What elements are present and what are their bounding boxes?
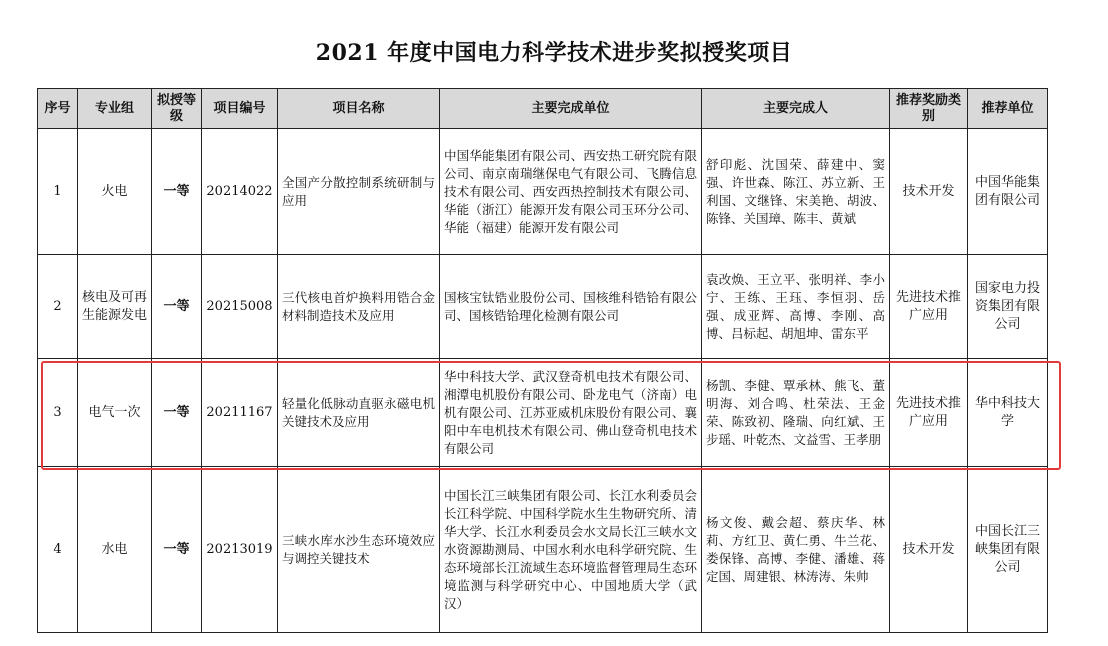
row-no: 3 (38, 359, 78, 467)
row-group: 火电 (78, 129, 152, 255)
header-row (38, 89, 1048, 129)
col-header-name: 项目名称 (278, 89, 440, 129)
row-name: 轻量化低脉动直驱永磁电机关键技术及应用 (278, 359, 440, 467)
col-header-recommender: 推荐单位 (968, 89, 1048, 129)
row-people: 杨凯、李健、覃承林、熊飞、董明海、刘合鸣、杜荣法、王金荣、陈致初、隆瑞、向红斌、王步瑶、叶乾杰、文益雪、王孝朋 (702, 359, 890, 467)
row-name: 三代核电首炉换料用锆合金材料制造技术及应用 (278, 255, 440, 359)
col-header-code: 项目编号 (202, 89, 278, 129)
row-people: 袁改焕、王立平、张明祥、李小宁、王练、王珏、李恒羽、岳强、成亚辉、高博、李刚、高博、吕标起、胡旭坤、雷东平 (702, 255, 890, 359)
awards-table (37, 88, 1048, 633)
row-no: 2 (38, 255, 78, 359)
row-category: 技术开发 (890, 467, 968, 633)
row-grade: 一等 (152, 129, 202, 255)
table-row (38, 467, 1048, 633)
row-code: 20215008 (202, 255, 278, 359)
col-header-category: 推荐奖励类别 (890, 89, 968, 129)
col-header-units: 主要完成单位 (440, 89, 702, 129)
row-units: 中国华能集团有限公司、西安热工研究院有限公司、南京南瑞继保电气有限公司、飞腾信息技术有限公司、西安西热控制技术有限公司、华能（浙江）能源开发有限公司玉环分公司、华能（福建）能源开发有限公司 (440, 129, 702, 255)
row-units: 中国长江三峡集团有限公司、长江水利委员会长江科学院、中国科学院水生生物研究所、清华大学、长江水利委员会水文局长江三峡水文水资源勘测局、中国水利水电科学研究院、生态环境部长江流域生态环境监督管理局生态环境监测与科学研究中心、中国地质大学（武汉） (440, 467, 702, 633)
table-row (38, 359, 1048, 467)
col-header-group: 专业组 (78, 89, 152, 129)
row-grade: 一等 (152, 467, 202, 633)
row-recommender: 华中科技大学 (968, 359, 1048, 467)
col-header-people: 主要完成人 (702, 89, 890, 129)
row-group: 电气一次 (78, 359, 152, 467)
col-header-no: 序号 (38, 89, 78, 129)
row-recommender: 中国华能集团有限公司 (968, 129, 1048, 255)
row-units: 国核宝钛锆业股份公司、国核维科锆铪有限公司、国核锆铪理化检测有限公司 (440, 255, 702, 359)
row-people: 舒印彪、沈国荣、薛建中、窦强、许世森、陈江、苏立新、王利国、文继锋、宋美艳、胡波、陈锋、关国璋、陈丰、黄斌 (702, 129, 890, 255)
table-row (38, 255, 1048, 359)
row-grade: 一等 (152, 359, 202, 467)
page-title: 2021 年度中国电力科学技术进步奖拟授奖项目 (315, 40, 793, 66)
col-header-grade: 拟授等级 (152, 89, 202, 129)
row-recommender: 中国长江三峡集团有限公司 (968, 467, 1048, 633)
table-row (38, 129, 1048, 255)
row-recommender: 国家电力投资集团有限公司 (968, 255, 1048, 359)
row-category: 先进技术推广应用 (890, 255, 968, 359)
row-name: 三峡水库水沙生态环境效应与调控关键技术 (278, 467, 440, 633)
row-no: 4 (38, 467, 78, 633)
row-no: 1 (38, 129, 78, 255)
row-code: 20213019 (202, 467, 278, 633)
row-name: 全国产分散控制系统研制与应用 (278, 129, 440, 255)
row-code: 20214022 (202, 129, 278, 255)
row-grade: 一等 (152, 255, 202, 359)
row-code: 20211167 (202, 359, 278, 467)
row-group: 水电 (78, 467, 152, 633)
row-group: 核电及可再生能源发电 (78, 255, 152, 359)
row-category: 先进技术推广应用 (890, 359, 968, 467)
row-people: 杨文俊、戴会超、蔡庆华、林莉、方红卫、黄仁勇、牛兰花、娄保锋、高博、李健、潘雄、蒋定国、周建银、林涛涛、朱帅 (702, 467, 890, 633)
row-category: 技术开发 (890, 129, 968, 255)
row-units: 华中科技大学、武汉登奇机电技术有限公司、湘潭电机股份有限公司、卧龙电气（济南）电机有限公司、江苏亚威机床股份有限公司、襄阳中车电机技术有限公司、佛山登奇机电技术有限公司 (440, 359, 702, 467)
